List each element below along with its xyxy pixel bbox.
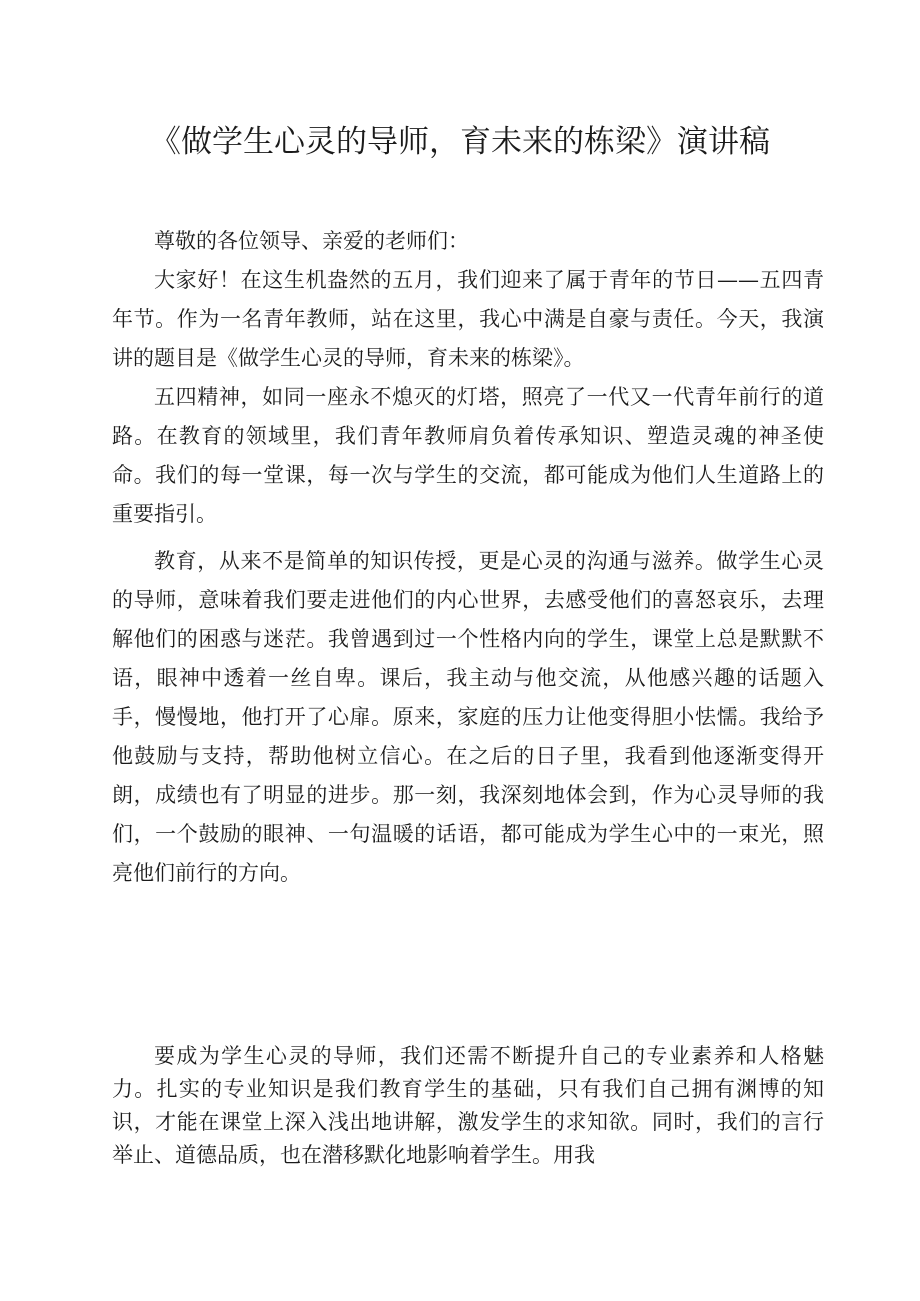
paragraph-opening: 大家好！在这生机盎然的五月，我们迎来了属于青年的节日——五四青年节。作为一名青年教师，站在这里，我心中满是自豪与责任。今天，我演讲的题目是《做学生心灵的导师，育未来的栋梁》。 [112,268,824,370]
speech-body-main [112,222,824,901]
document-title: 《做学生心灵的导师，育未来的栋梁》演讲稿 [150,124,770,160]
paragraph-may-fourth-spirit: 五四精神，如同一座永不熄灭的灯塔，照亮了一代又一代青年前行的道路。在教育的领域里，我们青年教师肩负着传承知识、塑造灵魂的神圣使命。我们的每一堂课，每一次与学生的交流，都可能成为他们人生道路上的重要指引。 [112,385,824,526]
speech-body-continued [112,1040,824,1172]
greeting-line: 尊敬的各位领导、亲爱的老师们： [154,229,469,253]
paragraph-professional-growth: 要成为学生心灵的导师，我们还需不断提升自己的专业素养和人格魅力。扎实的专业知识是我们教育学生的基础，只有我们自己拥有渊博的知识，才能在课堂上深入浅出地讲解，激发学生的求知欲。同时，我们的言行举止、道德品质，也在潜移默化地影响着学生。用我 [112,1044,824,1167]
paragraph-education-story: 教育，从来不是简单的知识传授，更是心灵的沟通与滋养。做学生心灵的导师，意味着我们要走进他们的内心世界，去感受他们的喜怒哀乐，去理解他们的困惑与迷茫。我曾遇到过一个性格内向的学生，课堂上总是默默不语，眼神中透着一丝自卑。课后，我主动与他交流，从他感兴趣的话题入手，慢慢地，他打开了心扉。原来，家庭的压力让他变得胆小怯懦。我给予他鼓励与支持，帮助他树立信心。在之后的日子里，我看到他逐渐变得开朗，成绩也有了明显的进步。那一刻，我深刻地体会到，作为心灵导师的我们，一个鼓励的眼神、一句温暖的话语，都可能成为学生心中的一束光，照亮他们前行的方向。 [112,549,824,885]
